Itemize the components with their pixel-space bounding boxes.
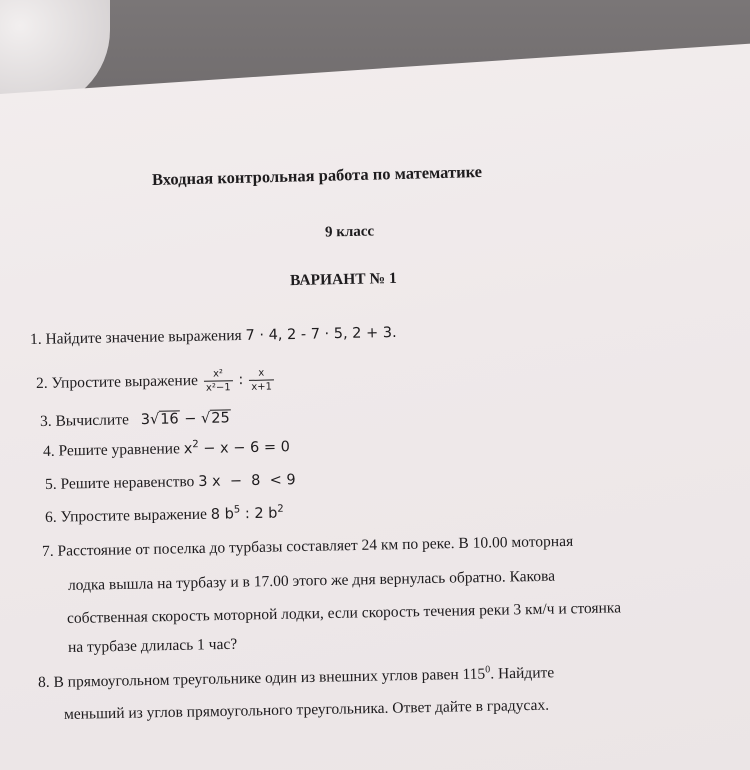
sqrt-icon: √ <box>200 410 211 427</box>
fraction <box>204 368 233 394</box>
task-text: В прямоугольном треугольнике один из внешних углов равен 115 <box>53 665 486 691</box>
task-4 <box>43 437 290 461</box>
task-expression <box>184 439 290 457</box>
fraction <box>249 367 274 392</box>
coefficient: 3 <box>140 411 151 429</box>
fraction-numerator: x² <box>204 368 233 382</box>
document-title: Входная контрольная работа по математике <box>151 161 483 189</box>
expression-rest: − x − 6 = 0 <box>203 439 291 457</box>
task-6 <box>45 503 284 526</box>
task-5 <box>45 471 296 494</box>
minus-operator: − <box>184 410 197 428</box>
exponent: 5 <box>233 504 241 516</box>
task-text: Упростите выражение <box>60 505 208 526</box>
task-number: 8. <box>37 673 50 692</box>
task-2 <box>36 367 276 397</box>
task-number: 3. <box>39 412 52 430</box>
grade-label: 9 класс <box>324 223 375 241</box>
variant-label: ВАРИАНТ № 1 <box>289 269 397 290</box>
fraction-denominator: x+1 <box>251 381 273 393</box>
task-number: 4. <box>42 442 55 460</box>
task-text: . Найдите <box>490 664 555 683</box>
task-line: Расстояние от поселка до турбазы составляет 24 км по реке. В 10.00 моторная <box>57 532 574 560</box>
task-text: Упростите выражение <box>51 371 199 392</box>
task-7 <box>42 533 573 561</box>
task-expression: 3 x − 8 < 9 <box>198 472 296 491</box>
exponent: 2 <box>192 439 199 451</box>
exponent: 2 <box>277 503 284 515</box>
task-text: Решите уравнение <box>58 440 181 460</box>
term: 8 b <box>210 506 235 523</box>
task-1 <box>30 324 397 349</box>
task-expression: 7 · 4, 2 - 7 · 5, 2 + 3. <box>245 324 397 344</box>
task-7-line-3: собственная скорость моторной лодки, если скорость течения реки 3 км/ч и стоянка <box>66 599 622 627</box>
task-expression <box>211 505 284 522</box>
task-7-line-4: на турбазе длилась 1 час? <box>67 635 238 656</box>
task-text: Вычислите <box>55 411 130 430</box>
task-text: Найдите значение выражения <box>45 326 242 348</box>
task-number: 7. <box>41 542 54 560</box>
task-text: Решите неравенство <box>60 473 195 493</box>
term: : 2 b <box>244 505 278 522</box>
radicand: 16 <box>160 411 179 428</box>
task-7-line-2: лодка вышла на турбазу и в 17.00 этого же дня вернулась обратно. Какова <box>67 567 556 594</box>
task-expression <box>141 410 231 428</box>
variable: x <box>183 440 193 458</box>
division-operator: : <box>238 372 244 389</box>
task-number: 1. <box>29 330 42 348</box>
sqrt-icon: √ <box>149 411 160 428</box>
task-number: 2. <box>35 374 48 393</box>
radicand: 25 <box>211 410 230 427</box>
fraction-denominator: x²−1 <box>205 382 231 394</box>
fraction-numerator: x <box>249 367 274 380</box>
task-number: 5. <box>44 475 57 493</box>
task-3 <box>40 409 231 431</box>
task-8 <box>38 663 555 692</box>
degree-superscript: 0 <box>485 664 491 676</box>
task-8-line-2: меньший из углов прямоугольного треугольника. Ответ дайте в градусах. <box>63 696 550 723</box>
task-number: 6. <box>44 508 57 526</box>
